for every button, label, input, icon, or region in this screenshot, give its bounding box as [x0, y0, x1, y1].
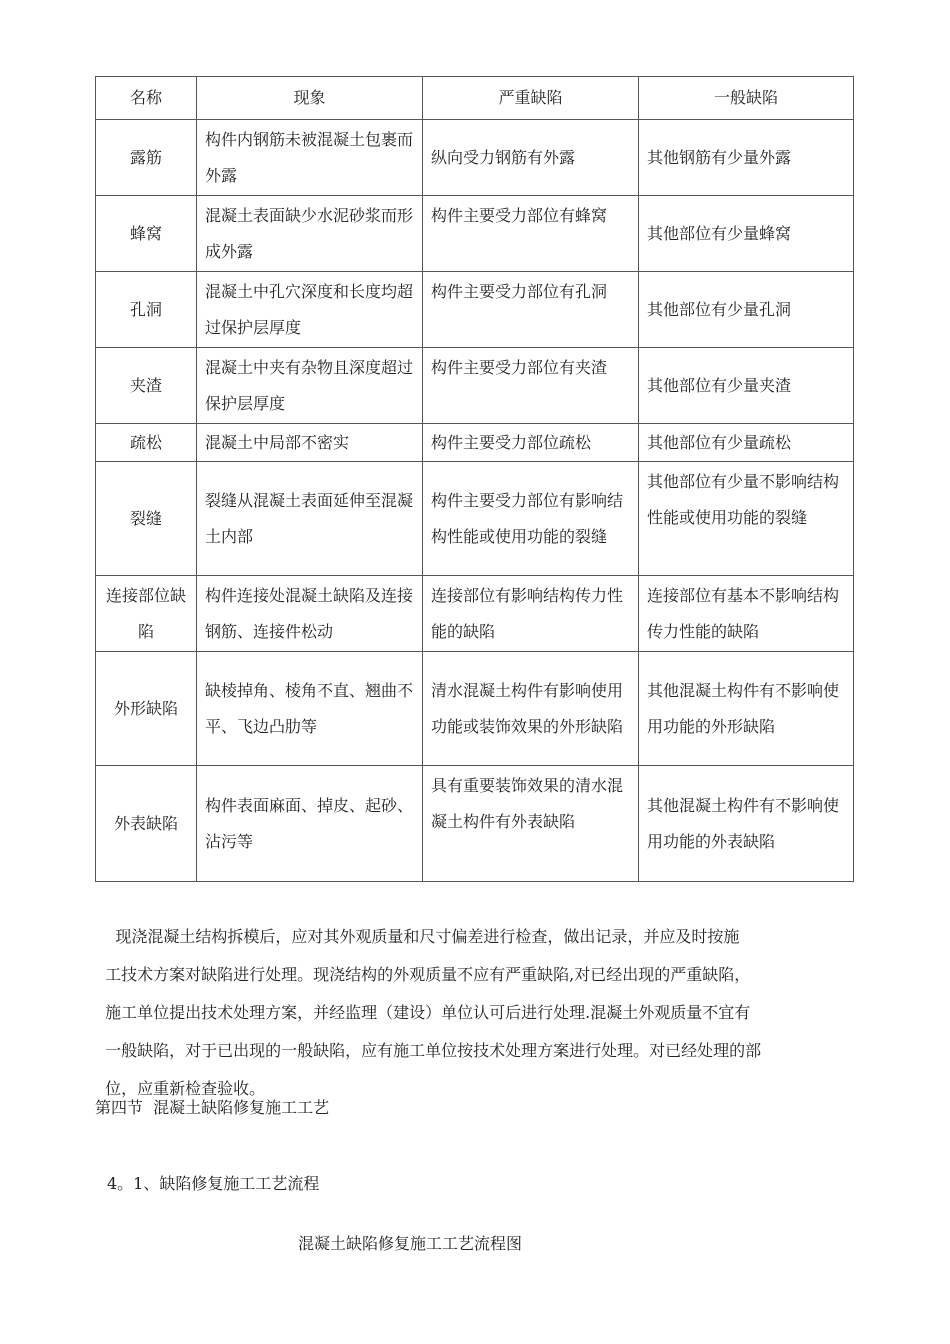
row-phenomenon: 混凝土中夹有杂物且深度超过保护层厚度	[197, 348, 423, 424]
row-severe: 纵向受力钢筋有外露	[423, 120, 639, 196]
table-row	[96, 424, 854, 462]
inspection-paragraph	[95, 918, 853, 1108]
paragraph-line: 工技术方案对缺陷进行处理。现浇结构的外观质量不应有严重缺陷,对已经出现的严重缺陷，	[95, 965, 751, 984]
row-name: 蜂窝	[96, 196, 197, 272]
table-row	[96, 196, 854, 272]
row-general: 其他部位有少量孔洞	[639, 272, 854, 348]
table-row	[96, 272, 854, 348]
table-row	[96, 462, 854, 576]
row-general: 其他部位有少量夹渣	[639, 348, 854, 424]
row-severe: 连接部位有影响结构传力性能的缺陷	[423, 576, 639, 652]
paragraph-line: 施工单位提出技术处理方案，并经监理（建设）单位认可后进行处理.混凝土外观质量不宜有	[95, 1003, 751, 1022]
row-general: 其他部位有少量疏松	[639, 424, 854, 462]
table-row	[96, 120, 854, 196]
row-name: 露筋	[96, 120, 197, 196]
row-severe: 构件主要受力部位有孔洞	[423, 272, 639, 348]
row-name: 孔洞	[96, 272, 197, 348]
row-name: 裂缝	[96, 462, 197, 576]
header-general-defect: 一般缺陷	[639, 77, 854, 120]
paragraph-line: 一般缺陷，对于已出现的一般缺陷，应有施工单位按技术处理方案进行处理。对已经处理的部	[95, 1041, 762, 1060]
paragraph-line: 现浇混凝土结构拆模后，应对其外观质量和尺寸偏差进行检查，做出记录，并应及时按施	[95, 927, 740, 946]
table-header-row	[96, 77, 854, 120]
row-phenomenon: 混凝土中孔穴深度和长度均超过保护层厚度	[197, 272, 423, 348]
row-severe: 具有重要装饰效果的清水混凝土构件有外表缺陷	[423, 766, 639, 882]
header-name: 名称	[96, 77, 197, 120]
row-general: 其他部位有少量蜂窝	[639, 196, 854, 272]
defect-classification-table	[95, 76, 854, 882]
row-general: 其他混凝土构件有不影响使用功能的外形缺陷	[639, 652, 854, 766]
row-severe: 构件主要受力部位有影响结构性能或使用功能的裂缝	[423, 462, 639, 576]
figure-caption: 混凝土缺陷修复施工工艺流程图	[298, 1234, 523, 1253]
row-name: 疏松	[96, 424, 197, 462]
section-heading: 第四节 混凝土缺陷修复施工工艺	[95, 1098, 330, 1117]
row-phenomenon: 构件连接处混凝土缺陷及连接钢筋、连接件松动	[197, 576, 423, 652]
subsection-heading: 4。1、缺陷修复施工工艺流程	[107, 1174, 320, 1193]
row-name: 外表缺陷	[96, 766, 197, 882]
row-severe: 构件主要受力部位有蜂窝	[423, 196, 639, 272]
row-name: 夹渣	[96, 348, 197, 424]
table-row	[96, 652, 854, 766]
paragraph-line: 位，应重新检查验收。	[95, 1079, 266, 1098]
row-name: 连接部位缺陷	[96, 576, 197, 652]
row-phenomenon: 缺棱掉角、棱角不直、翘曲不平、飞边凸肋等	[197, 652, 423, 766]
row-phenomenon: 混凝土中局部不密实	[197, 424, 423, 462]
row-phenomenon: 裂缝从混凝土表面延伸至混凝土内部	[197, 462, 423, 576]
header-severe-defect: 严重缺陷	[423, 77, 639, 120]
row-phenomenon: 混凝土表面缺少水泥砂浆而形成外露	[197, 196, 423, 272]
row-general: 连接部位有基本不影响结构传力性能的缺陷	[639, 576, 854, 652]
row-severe: 清水混凝土构件有影响使用功能或装饰效果的外形缺陷	[423, 652, 639, 766]
row-general: 其他钢筋有少量外露	[639, 120, 854, 196]
row-name: 外形缺陷	[96, 652, 197, 766]
row-general: 其他混凝土构件有不影响使用功能的外表缺陷	[639, 766, 854, 882]
header-phenomenon: 现象	[197, 77, 423, 120]
row-phenomenon: 构件内钢筋未被混凝土包裹而外露	[197, 120, 423, 196]
row-severe: 构件主要受力部位有夹渣	[423, 348, 639, 424]
table-row	[96, 348, 854, 424]
row-phenomenon: 构件表面麻面、掉皮、起砂、沾污等	[197, 766, 423, 882]
table-row	[96, 766, 854, 882]
row-severe: 构件主要受力部位疏松	[423, 424, 639, 462]
table-row	[96, 576, 854, 652]
row-general: 其他部位有少量不影响结构性能或使用功能的裂缝	[639, 462, 854, 576]
